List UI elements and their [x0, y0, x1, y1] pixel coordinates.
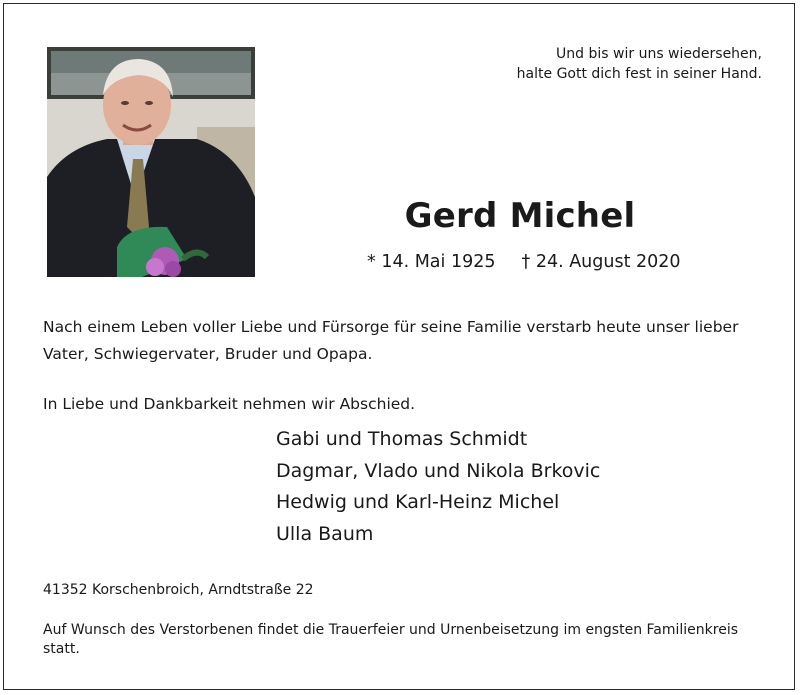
mourners-list: [276, 424, 600, 550]
birth-date: * 14. Mai 1925: [367, 252, 496, 272]
announcement-text: Nach einem Leben voller Liebe und Fürsorge für seine Familie verstarb heute unser lieber Vater, Schwiegervater, Bruder und Opapa.: [43, 318, 739, 363]
mourner-entry: Gabi und Thomas Schmidt: [276, 428, 528, 450]
quote-line: Und bis wir uns wiedersehen,: [556, 46, 762, 62]
address: 41352 Korschenbroich, Arndtstraße 22: [43, 582, 314, 598]
quote-line: halte Gott dich fest in seiner Hand.: [516, 66, 762, 82]
quote: [517, 44, 762, 84]
mourner-entry: Dagmar, Vlado und Nikola Brkovic: [276, 459, 601, 482]
deceased-name: Gerd Michel: [404, 196, 636, 236]
death-date: † 24. August 2020: [521, 252, 681, 272]
mourner-entry: Ulla Baum: [276, 522, 374, 545]
closing-note: Auf Wunsch des Verstorbenen findet die Trauerfeier und Urnenbeisetzung im engsten Familienkreis statt.: [43, 622, 739, 657]
mourner-entry: Hedwig und Karl-Heinz Michel: [276, 491, 560, 513]
portrait-photo: [47, 47, 255, 277]
life-dates: [367, 250, 681, 274]
farewell-text: In Liebe und Dankbarkeit nehmen wir Abschied.: [43, 395, 416, 413]
